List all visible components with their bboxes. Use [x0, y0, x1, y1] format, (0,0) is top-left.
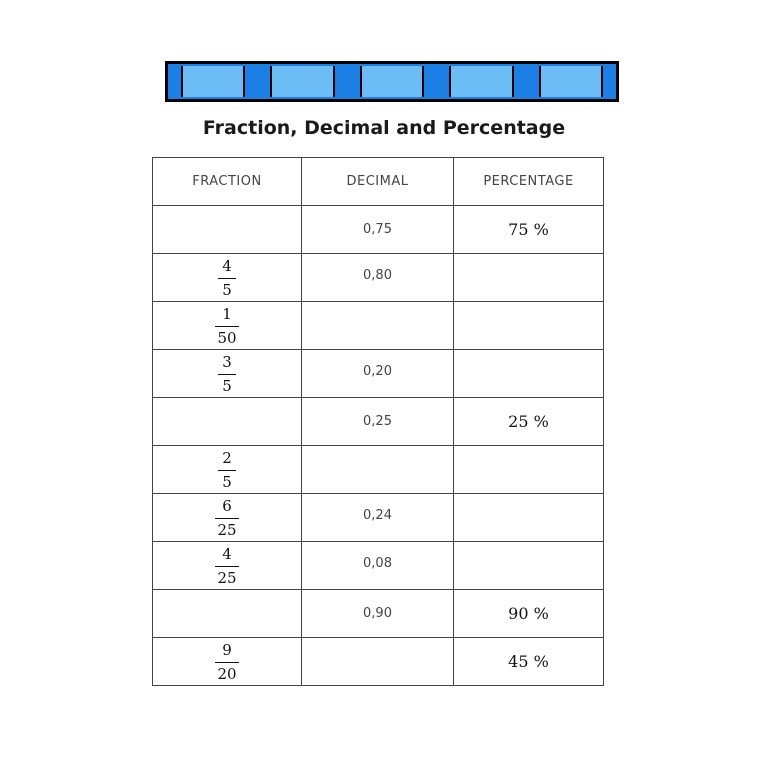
- banner-segment: [347, 64, 437, 99]
- percentage-cell: 25 %: [454, 398, 604, 446]
- page-title: Fraction, Decimal and Percentage: [202, 117, 566, 139]
- conversion-table: [152, 157, 604, 686]
- percentage-cell: 45 %: [454, 638, 604, 686]
- table-row: [153, 254, 604, 302]
- percentage-cell: 75 %: [454, 206, 604, 254]
- fraction: [218, 353, 236, 396]
- fraction-cell: [153, 206, 302, 254]
- table-row: [153, 446, 604, 494]
- table-row: [153, 542, 604, 590]
- fraction-numerator: 2: [222, 448, 232, 467]
- fraction-cell: [153, 350, 302, 398]
- percentage-cell: [454, 302, 604, 350]
- fraction-numerator: 6: [222, 496, 232, 515]
- percentage-cell: [454, 446, 604, 494]
- table-row: [153, 398, 604, 446]
- decimal-cell: [302, 638, 454, 686]
- fraction-denominator: 25: [217, 568, 237, 587]
- fraction-numerator: 4: [222, 256, 232, 275]
- fraction-bar: [218, 278, 236, 279]
- decorative-banner: [165, 61, 619, 102]
- fraction-cell: [153, 590, 302, 638]
- table-row: [153, 590, 604, 638]
- banner-segment: [526, 64, 616, 99]
- fraction: [215, 497, 238, 540]
- banner-segment: [437, 64, 527, 99]
- banner-pattern: [168, 64, 616, 99]
- table-row: [153, 350, 604, 398]
- fraction: [218, 257, 236, 300]
- table-row: [153, 302, 604, 350]
- fraction-numerator: 4: [222, 544, 232, 563]
- decimal-cell: [302, 302, 454, 350]
- fraction-denominator: 5: [222, 376, 232, 395]
- table-row: [153, 494, 604, 542]
- percentage-cell: 90 %: [454, 590, 604, 638]
- header-percentage: PERCENTAGE: [454, 158, 604, 206]
- fraction-bar: [218, 374, 236, 375]
- percentage-cell: [454, 494, 604, 542]
- fraction-bar: [215, 518, 238, 519]
- decimal-cell: 0,90: [302, 590, 454, 638]
- decimal-cell: 0,75: [302, 206, 454, 254]
- fraction-denominator: 50: [217, 328, 237, 347]
- table-header-row: [153, 158, 604, 206]
- fraction-cell: [153, 254, 302, 302]
- fraction-numerator: 3: [222, 352, 232, 371]
- fraction-cell: [153, 542, 302, 590]
- header-decimal: DECIMAL: [302, 158, 454, 206]
- decimal-cell: 0,24: [302, 494, 454, 542]
- fraction-bar: [215, 662, 238, 663]
- fraction-denominator: 5: [222, 280, 232, 299]
- fraction-numerator: 9: [222, 640, 232, 659]
- fraction-cell: [153, 446, 302, 494]
- decimal-cell: 0,80: [302, 254, 454, 302]
- decimal-cell: 0,25: [302, 398, 454, 446]
- fraction-cell: [153, 638, 302, 686]
- fraction-bar: [215, 566, 238, 567]
- percentage-cell: [454, 542, 604, 590]
- decimal-cell: 0,20: [302, 350, 454, 398]
- fraction: [215, 641, 238, 684]
- fraction-bar: [215, 326, 238, 327]
- fraction-cell: [153, 494, 302, 542]
- table-row: [153, 638, 604, 686]
- decimal-cell: 0,08: [302, 542, 454, 590]
- decimal-cell: [302, 446, 454, 494]
- fraction-denominator: 25: [217, 520, 237, 539]
- banner-segment: [258, 64, 348, 99]
- fraction: [215, 545, 238, 588]
- header-fraction: FRACTION: [153, 158, 302, 206]
- fraction-cell: [153, 398, 302, 446]
- fraction-numerator: 1: [222, 304, 232, 323]
- percentage-cell: [454, 254, 604, 302]
- table-row: [153, 206, 604, 254]
- fraction-denominator: 5: [222, 472, 232, 491]
- percentage-cell: [454, 350, 604, 398]
- fraction-bar: [218, 470, 236, 471]
- fraction: [215, 305, 238, 348]
- fraction: [218, 449, 236, 492]
- fraction-cell: [153, 302, 302, 350]
- banner-segment: [168, 64, 258, 99]
- fraction-denominator: 20: [217, 664, 237, 683]
